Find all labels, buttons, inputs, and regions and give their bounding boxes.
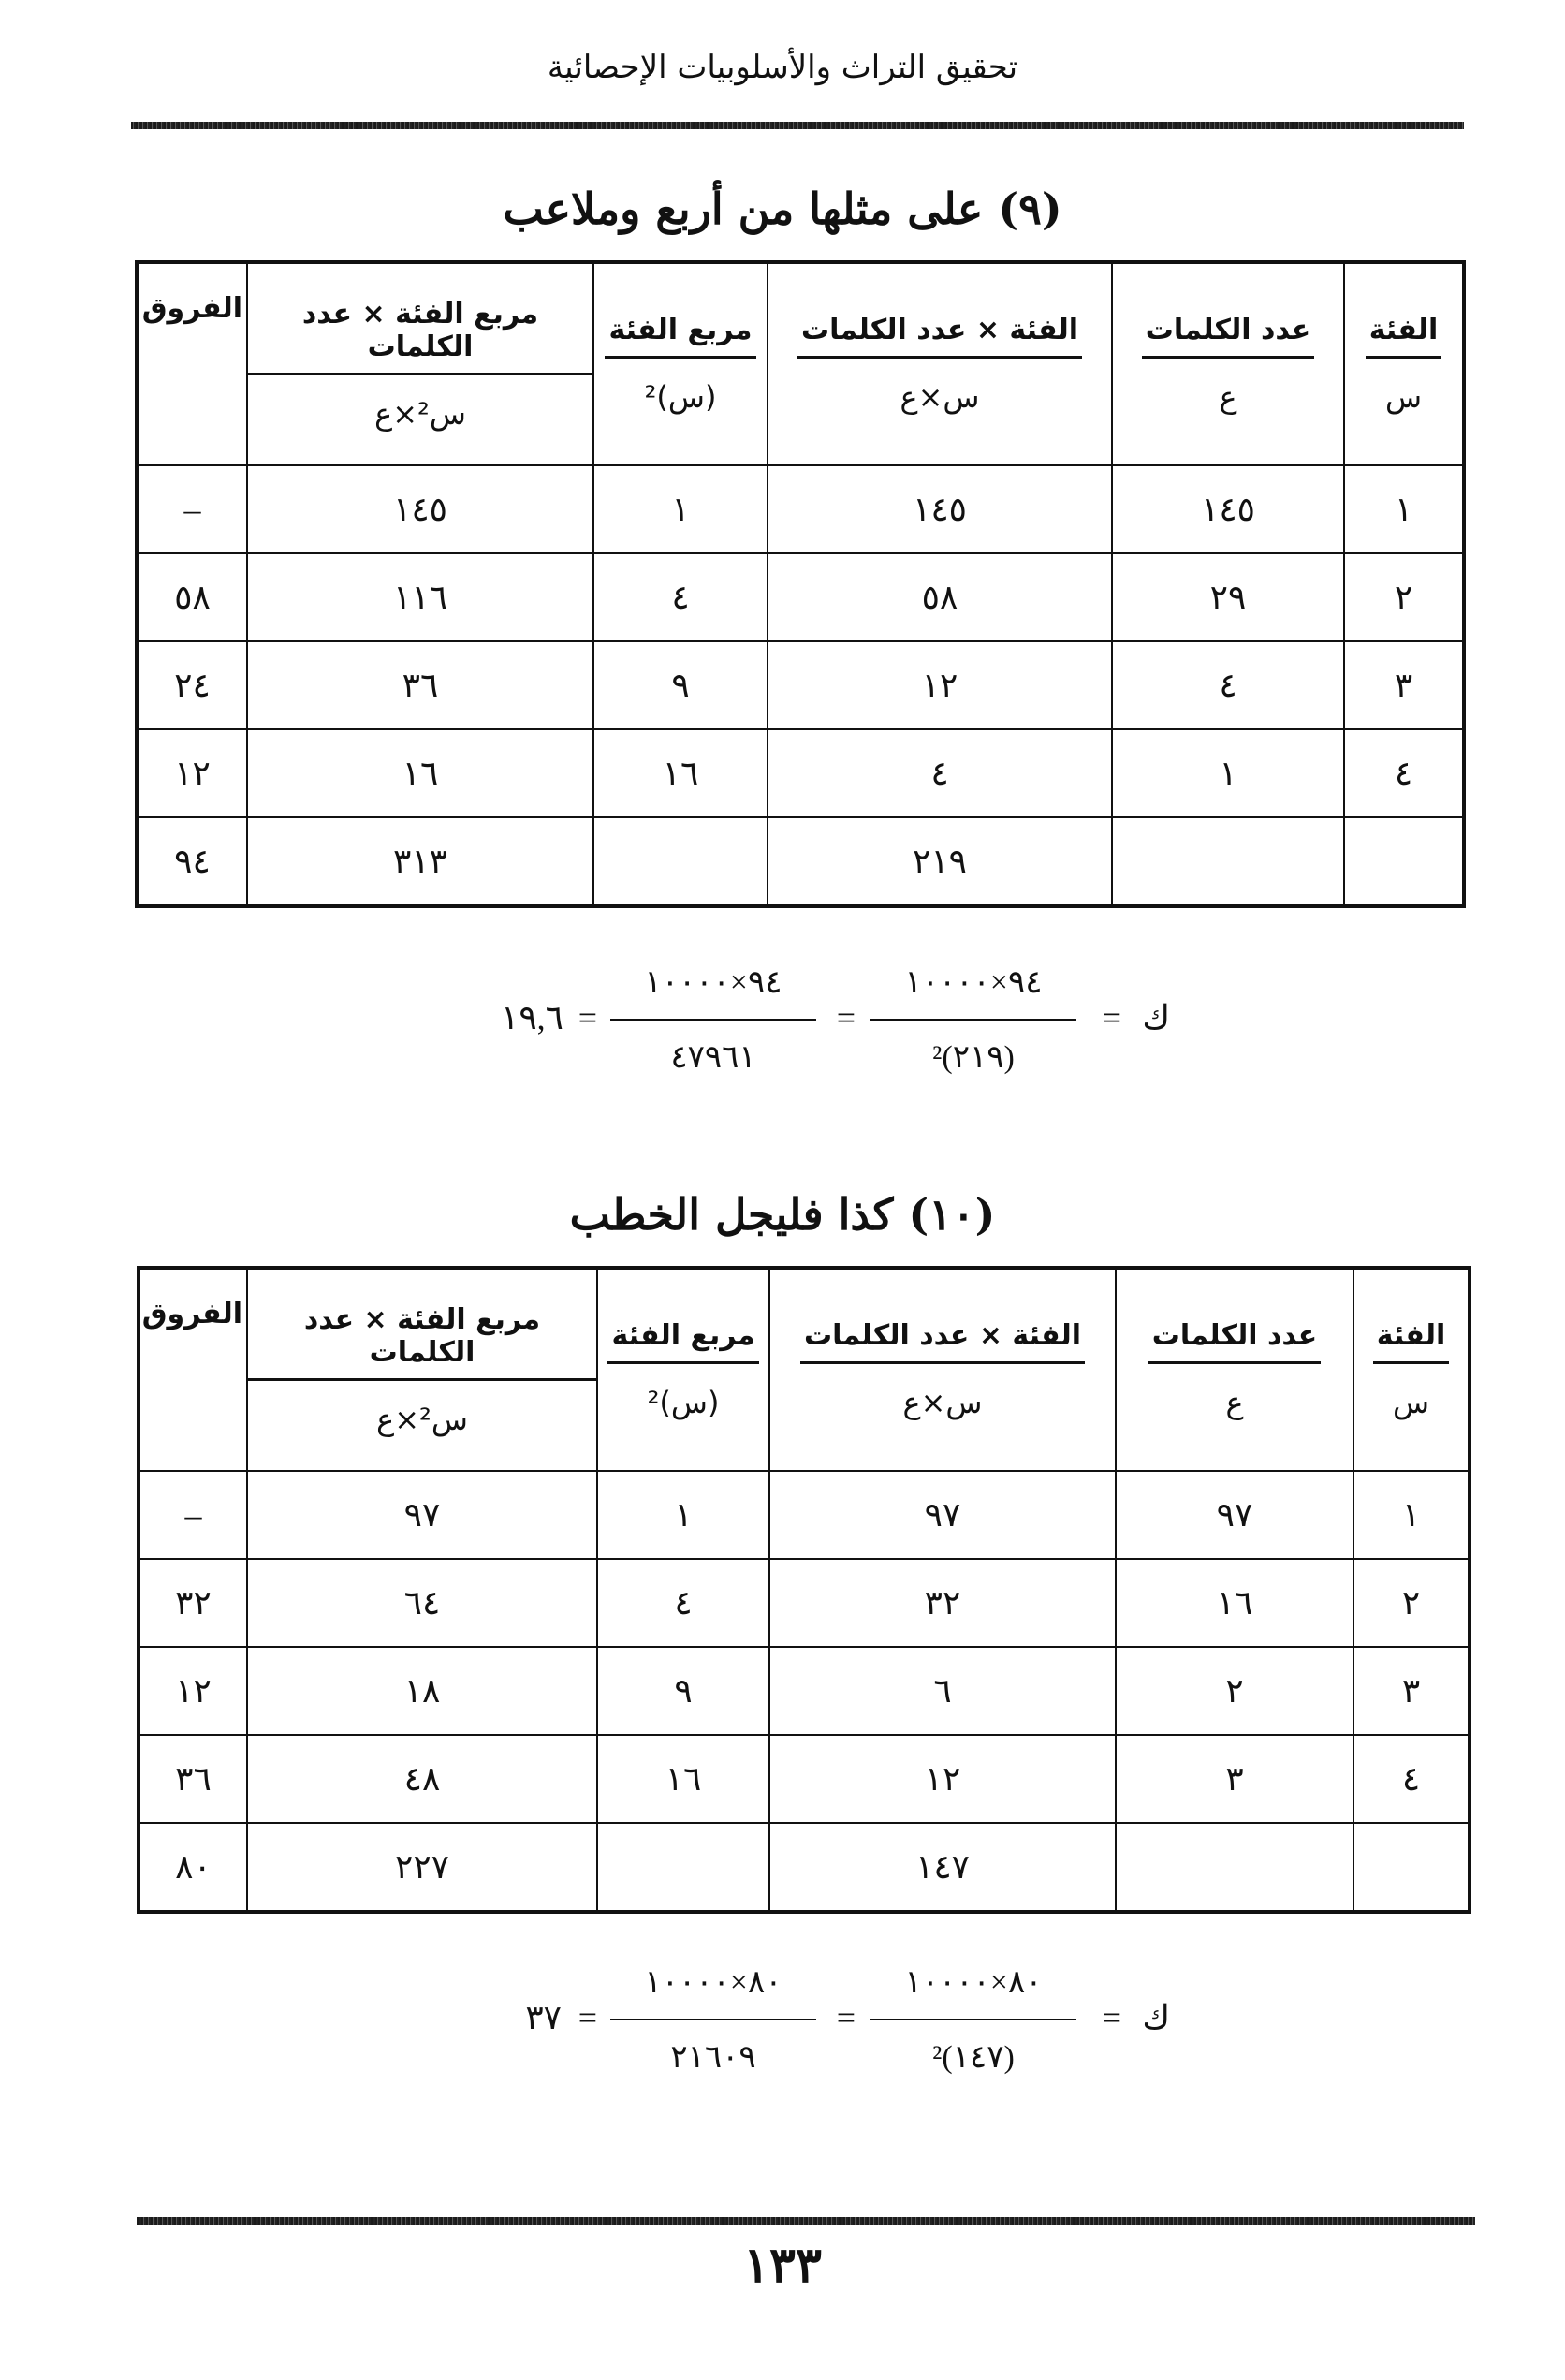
- col-diffs: [137, 262, 247, 465]
- col-class-squared-symbol: (س)²: [647, 1385, 720, 1420]
- total-class-sq: [593, 817, 768, 906]
- cell-count: ٢: [1116, 1647, 1353, 1735]
- col-sq-x-count: [247, 262, 593, 465]
- formula-eq: =: [836, 999, 856, 1036]
- formula-eq: =: [578, 999, 597, 1036]
- col-sq-x-count-label: مربع الفئة × عدد الكلمات: [248, 1303, 596, 1381]
- formula-eq: =: [1102, 999, 1121, 1036]
- fraction-numerator: ٩٤×١٠٠٠٠: [904, 965, 1043, 1000]
- section-10-formula: [468, 1957, 1170, 2116]
- col-class-x-count: [768, 262, 1112, 465]
- cell-class: ٤: [1344, 729, 1464, 817]
- cell-class: ٤: [1353, 1735, 1470, 1823]
- cell-class-sq: ١٦: [593, 729, 768, 817]
- table-row: [139, 1471, 1470, 1559]
- cell-class-x-count: ٦: [769, 1647, 1116, 1735]
- table-row: [137, 729, 1464, 817]
- cell-sq-x-count: ٦٤: [247, 1559, 597, 1647]
- section-9-table: [135, 260, 1466, 908]
- cell-diff: ١٢: [137, 729, 247, 817]
- cell-diff: ٥٨: [137, 553, 247, 641]
- total-sq-x-count: ٣١٣: [247, 817, 593, 906]
- col-class-x-count-label: الفئة × عدد الكلمات: [800, 1319, 1085, 1364]
- col-sq-x-count-symbol: س²×ع: [376, 1401, 468, 1437]
- fraction-bar: [610, 2019, 816, 2020]
- cell-class: ٣: [1344, 641, 1464, 729]
- total-diff: ٨٠: [139, 1823, 247, 1912]
- fraction-denominator: (٢١٩)²: [932, 1040, 1015, 1075]
- fraction-bar: [870, 2019, 1076, 2020]
- cell-class: ٣: [1353, 1647, 1470, 1735]
- total-count: [1116, 1823, 1353, 1912]
- formula-eq: =: [1102, 1999, 1121, 2036]
- top-rule: [131, 122, 1464, 129]
- col-class-squared: [593, 262, 768, 465]
- cell-class-x-count: ١٢: [768, 641, 1112, 729]
- fraction-numerator: ٨٠×١٠٠٠٠: [904, 1965, 1043, 2000]
- cell-diff: –: [137, 465, 247, 553]
- total-class-x-count: ٢١٩: [768, 817, 1112, 906]
- cell-count: ٣: [1116, 1735, 1353, 1823]
- fraction-denominator: ٢١٦٠٩: [670, 2040, 756, 2075]
- bottom-rule: [137, 2217, 1475, 2225]
- section-9-title: (٩) على مثلها من أربع وملاعب: [503, 184, 1062, 234]
- cell-diff: ٢٤: [137, 641, 247, 729]
- col-sq-x-count-label: مربع الفئة × عدد الكلمات: [248, 298, 592, 375]
- col-diffs-label: الفروق: [141, 292, 242, 325]
- fraction-bar: [870, 1019, 1076, 1021]
- cell-count: ٩٧: [1116, 1471, 1353, 1559]
- col-class-squared-label: مربع الفئة: [607, 1319, 758, 1364]
- cell-class-sq: ١٦: [597, 1735, 769, 1823]
- cell-class: ١: [1353, 1471, 1470, 1559]
- totals-row: [137, 817, 1464, 906]
- page-number: ١٣٣: [743, 2240, 822, 2293]
- total-count: [1112, 817, 1344, 906]
- cell-count: ١٦: [1116, 1559, 1353, 1647]
- table-row: [139, 1559, 1470, 1647]
- cell-diff: –: [139, 1471, 247, 1559]
- cell-class-sq: ١: [593, 465, 768, 553]
- col-class: [1353, 1268, 1470, 1471]
- col-class: [1344, 262, 1464, 465]
- formula-eq: =: [578, 1999, 597, 2036]
- formula-result: ٣٧: [525, 1999, 562, 2036]
- formula-fraction-2: [610, 957, 816, 1084]
- formula-fraction-2: [610, 1957, 816, 2084]
- formula-lhs: ك: [1142, 999, 1170, 1036]
- fraction-numerator: ٩٤×١٠٠٠٠: [644, 965, 782, 1000]
- totals-row: [139, 1823, 1470, 1912]
- col-class-label: الفئة: [1373, 1319, 1450, 1364]
- cell-sq-x-count: ٩٧: [247, 1471, 597, 1559]
- col-class-x-count: [769, 1268, 1116, 1471]
- cell-class-x-count: ١٤٥: [768, 465, 1112, 553]
- total-class-sq: [597, 1823, 769, 1912]
- table-header-row: [139, 1268, 1470, 1471]
- col-class-label: الفئة: [1366, 314, 1442, 359]
- col-word-count-symbol: ع: [1225, 1385, 1244, 1420]
- cell-class: ٢: [1353, 1559, 1470, 1647]
- running-header: تحقيق التراث والأسلوبيات الإحصائية: [547, 49, 1018, 86]
- cell-sq-x-count: ١٤٥: [247, 465, 593, 553]
- fraction-denominator: ٤٧٩٦١: [670, 1040, 756, 1075]
- formula-eq: =: [836, 1999, 856, 2036]
- total-diff: ٩٤: [137, 817, 247, 906]
- col-class-symbol: س: [1384, 379, 1423, 415]
- fraction-denominator: (١٤٧)²: [932, 2040, 1015, 2075]
- formula-fraction-1: [870, 1957, 1076, 2084]
- cell-sq-x-count: ١١٦: [247, 553, 593, 641]
- col-class-x-count-symbol: س×ع: [900, 379, 980, 415]
- cell-class-x-count: ٤: [768, 729, 1112, 817]
- cell-class-sq: ١: [597, 1471, 769, 1559]
- total-class: [1353, 1823, 1470, 1912]
- total-sq-x-count: ٢٢٧: [247, 1823, 597, 1912]
- cell-sq-x-count: ١٨: [247, 1647, 597, 1735]
- col-diffs-label: الفروق: [141, 1298, 242, 1330]
- col-word-count: [1112, 262, 1344, 465]
- cell-count: ٤: [1112, 641, 1344, 729]
- cell-sq-x-count: ١٦: [247, 729, 593, 817]
- col-diffs: [139, 1268, 247, 1471]
- col-word-count-label: عدد الكلمات: [1142, 314, 1314, 359]
- col-word-count-label: عدد الكلمات: [1148, 1319, 1321, 1364]
- col-sq-x-count-symbol: س²×ع: [374, 395, 466, 432]
- cell-class-x-count: ٣٢: [769, 1559, 1116, 1647]
- cell-count: ٢٩: [1112, 553, 1344, 641]
- formula-fraction-1: [870, 957, 1076, 1084]
- cell-diff: ٣٦: [139, 1735, 247, 1823]
- cell-class: ١: [1344, 465, 1464, 553]
- formula-lhs: ك: [1142, 1999, 1170, 2036]
- col-word-count-symbol: ع: [1219, 379, 1237, 415]
- col-word-count: [1116, 1268, 1353, 1471]
- table-row: [139, 1735, 1470, 1823]
- table-row: [137, 553, 1464, 641]
- cell-count: ١٤٥: [1112, 465, 1344, 553]
- cell-class: ٢: [1344, 553, 1464, 641]
- col-class-x-count-symbol: س×ع: [902, 1385, 983, 1420]
- cell-count: ١: [1112, 729, 1344, 817]
- col-class-x-count-label: الفئة × عدد الكلمات: [797, 314, 1082, 359]
- cell-class-x-count: ١٢: [769, 1735, 1116, 1823]
- section-10-title: (١٠) كذا فليجل الخطب: [569, 1189, 996, 1240]
- cell-sq-x-count: ٤٨: [247, 1735, 597, 1823]
- col-class-squared: [597, 1268, 769, 1471]
- col-class-squared-symbol: (س)²: [644, 379, 717, 415]
- cell-class-x-count: ٥٨: [768, 553, 1112, 641]
- cell-class-sq: ٩: [593, 641, 768, 729]
- cell-diff: ١٢: [139, 1647, 247, 1735]
- table-row: [139, 1647, 1470, 1735]
- col-sq-x-count: [247, 1268, 597, 1471]
- section-9-formula: [440, 957, 1170, 1116]
- total-class: [1344, 817, 1464, 906]
- cell-class-sq: ٩: [597, 1647, 769, 1735]
- fraction-numerator: ٨٠×١٠٠٠٠: [644, 1965, 782, 2000]
- total-class-x-count: ١٤٧: [769, 1823, 1116, 1912]
- fraction-bar: [610, 1019, 816, 1021]
- cell-class-sq: ٤: [597, 1559, 769, 1647]
- formula-result: ١٩,٦: [500, 999, 563, 1036]
- table-header-row: [137, 262, 1464, 465]
- col-class-symbol: س: [1392, 1385, 1430, 1420]
- cell-class-sq: ٤: [593, 553, 768, 641]
- cell-sq-x-count: ٣٦: [247, 641, 593, 729]
- col-class-squared-label: مربع الفئة: [605, 314, 755, 359]
- table-row: [137, 641, 1464, 729]
- cell-diff: ٣٢: [139, 1559, 247, 1647]
- section-10-table: [137, 1266, 1471, 1914]
- table-row: [137, 465, 1464, 553]
- cell-class-x-count: ٩٧: [769, 1471, 1116, 1559]
